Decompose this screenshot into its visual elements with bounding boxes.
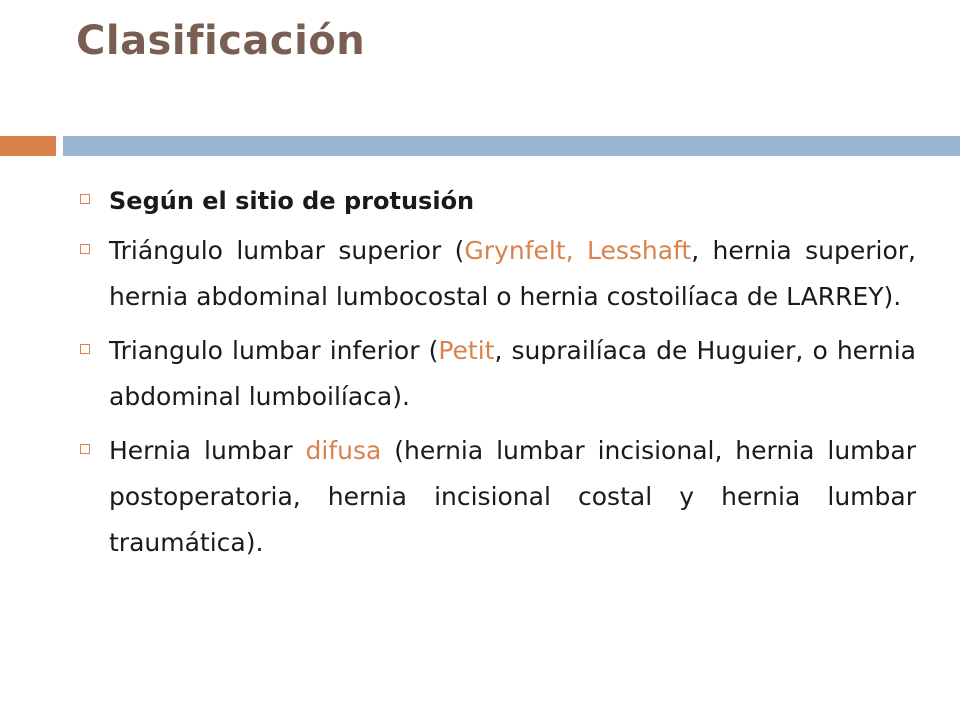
bullet-text: Triangulo lumbar inferior (	[109, 336, 439, 365]
square-bullet-icon	[80, 344, 90, 354]
bullet-item-inferior	[76, 328, 916, 420]
highlight-text: difusa	[305, 436, 382, 465]
bullet-text: (hernia lumbar incisional, hernia lumbar postoperatoria, hernia incisional costal y hernia lumbar traumática).	[109, 436, 916, 557]
highlight-text: Grynfelt, Lesshaft	[464, 236, 692, 265]
bullet-text: Triángulo lumbar superior (	[109, 236, 465, 265]
bullet-text: , suprailíaca de Huguier, o hernia abdominal lumboilíaca).	[109, 336, 916, 411]
square-bullet-icon	[80, 244, 90, 254]
square-bullet-icon	[80, 194, 90, 204]
bullet-text: Hernia lumbar	[109, 436, 306, 465]
bullet-text: Según el sitio de protusión	[109, 187, 475, 215]
bullet-item-difusa	[76, 428, 916, 566]
bullet-item-superior	[76, 228, 916, 320]
bullet-item-heading	[76, 178, 916, 224]
bullet-list	[76, 178, 916, 574]
square-bullet-icon	[80, 444, 90, 454]
highlight-text: Petit	[438, 336, 495, 365]
accent-bar-right	[63, 136, 960, 156]
slide-title: Clasificación	[76, 18, 366, 64]
bullet-text: , hernia superior, hernia abdominal lumbocostal o hernia costoilíaca de LARREY).	[109, 236, 916, 311]
accent-bar-left	[0, 136, 56, 156]
